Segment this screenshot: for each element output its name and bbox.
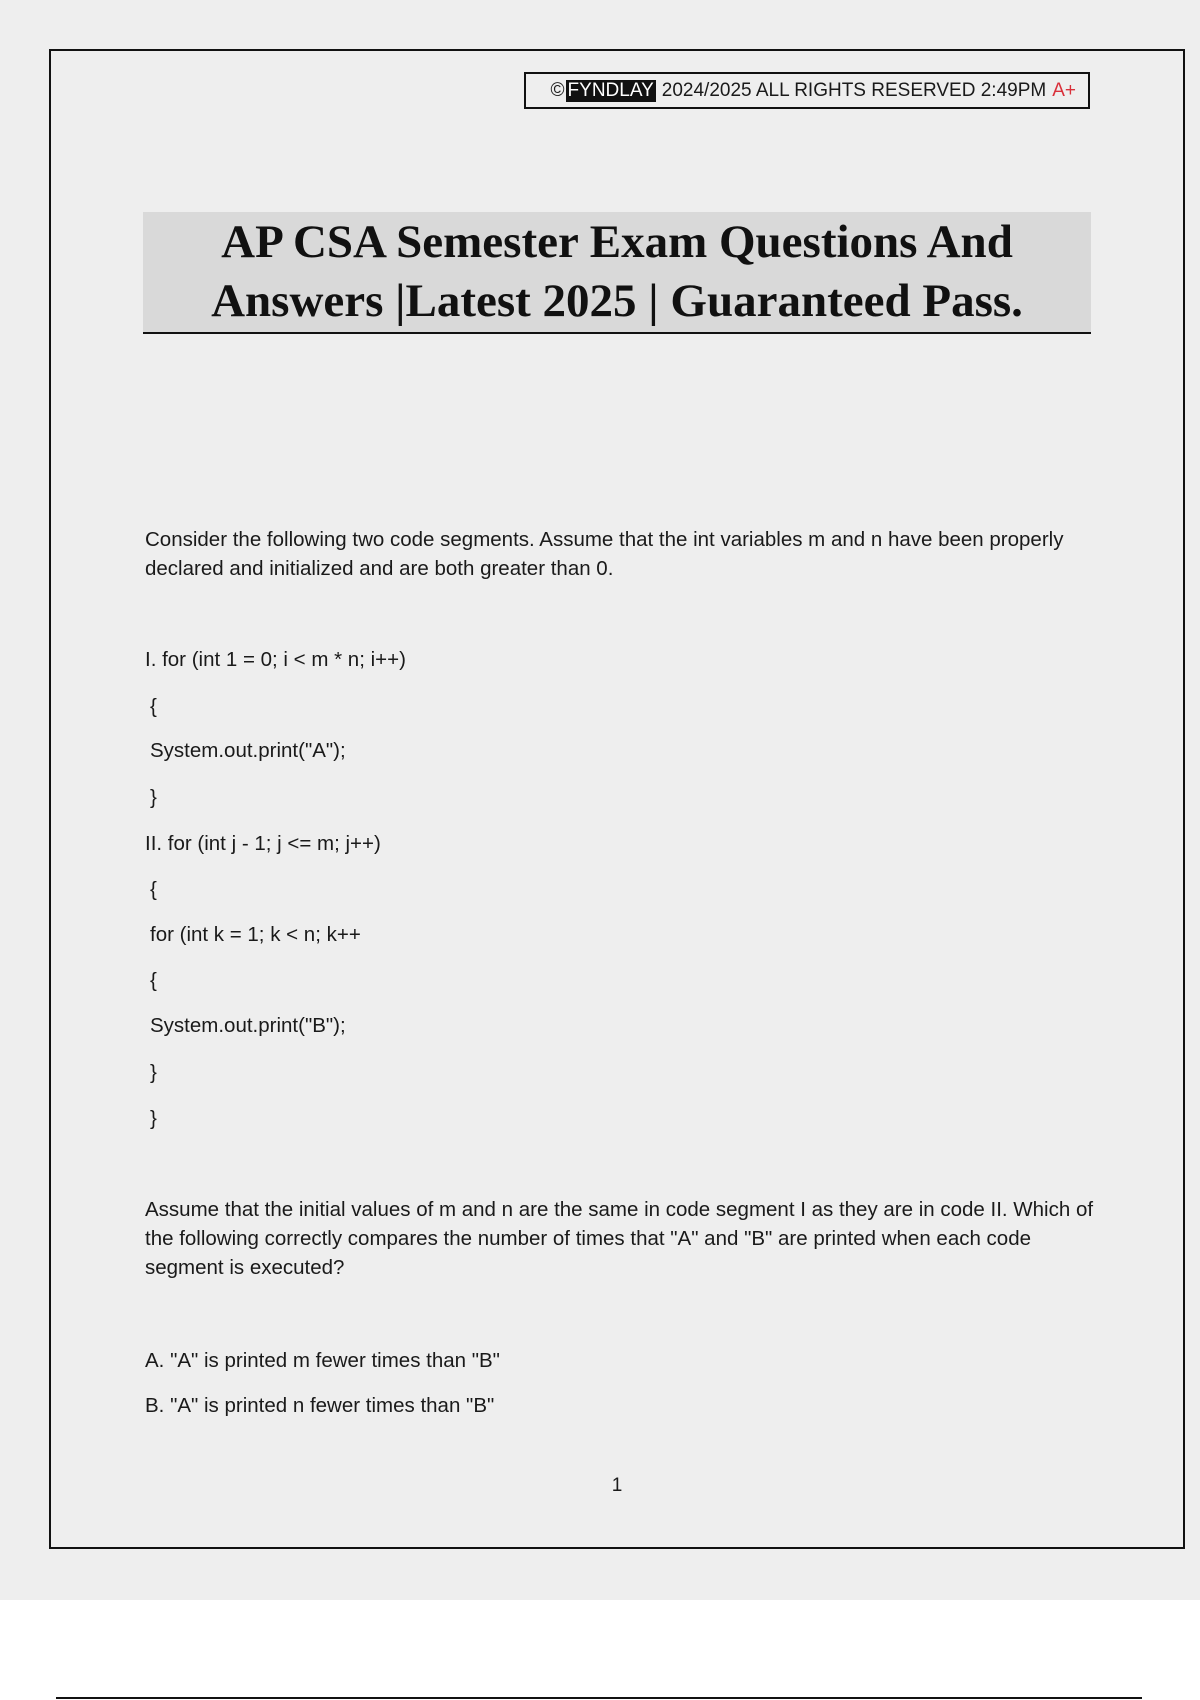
code-line: } (150, 786, 157, 809)
title-line-1: AP CSA Semester Exam Questions And (221, 216, 1013, 268)
title-heading (211, 213, 1023, 331)
code-line: } (150, 1061, 157, 1084)
question-intro: Consider the following two code segments. Assume that the int variables m and n have been properly declared and initialized and are both greater than 0. (145, 528, 1064, 580)
brand-name: FYNDLAY (567, 79, 654, 101)
code-line: { (150, 695, 157, 718)
question-prompt: Assume that the initial values of m and n are the same in code segment I as they are in code II. Which of the following correctly compares the number of times that "A" and "B" are printed when each code segment is executed? (145, 1198, 1094, 1279)
code-line: } (150, 1107, 157, 1130)
grade-badge: A+ (1052, 79, 1076, 101)
answer-option-b: B. "A" is printed n fewer times than "B" (145, 1394, 495, 1417)
code-line: { (150, 878, 157, 901)
rights-reserved-text: 2024/2025 ALL RIGHTS RESERVED 2:49PM (661, 79, 1047, 101)
code-line: II. for (int j - 1; j <= m; j++) (145, 832, 381, 855)
page-number: 1 (611, 1475, 623, 1496)
copyright-symbol: © (550, 79, 565, 101)
code-line: System.out.print("B"); (150, 1014, 346, 1037)
answer-option-a: A. "A" is printed m fewer times than "B" (145, 1349, 500, 1372)
title-line-2: Answers |Latest 2025 | Guaranteed Pass. (211, 275, 1023, 327)
next-page-rule (56, 1697, 1142, 1699)
document-title (143, 212, 1091, 334)
code-line: System.out.print("A"); (150, 739, 346, 762)
code-line: { (150, 969, 157, 992)
code-line: I. for (int 1 = 0; i < m * n; i++) (145, 648, 406, 671)
copyright-header (524, 72, 1090, 109)
code-line: for (int k = 1; k < n; k++ (150, 923, 361, 946)
